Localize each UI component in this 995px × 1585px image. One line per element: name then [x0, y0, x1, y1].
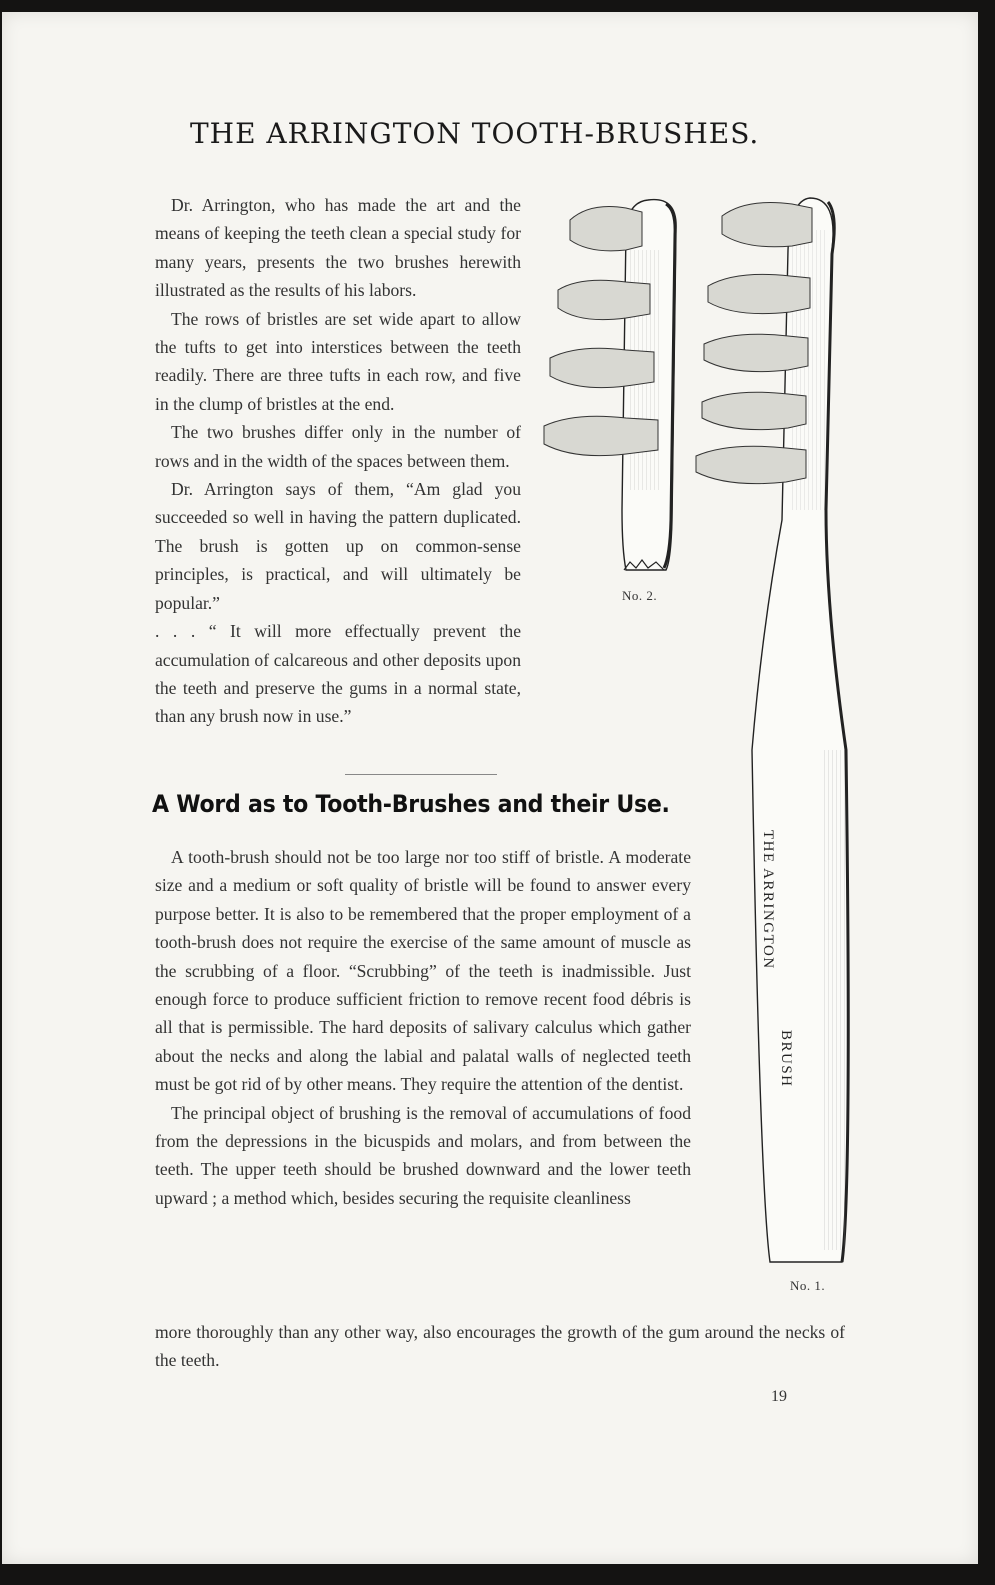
handle-text-arrington: THE ARRINGTON — [760, 830, 776, 970]
page-title: THE ARRINGTON TOOTH-BRUSHES. — [190, 117, 760, 150]
section-divider — [345, 774, 497, 775]
brush-no-2-caption: No. 2. — [622, 588, 658, 603]
intro-paragraph: The rows of bristles are set wide apart to allow the tufts to get into interstices between the teeth readily. There are three tufts in each row, and five in the clump of bristles at the end. — [155, 308, 521, 414]
section-heading: A Word as to Tooth-Brushes and their Use. — [152, 790, 670, 818]
page-number: 19 — [771, 1388, 787, 1405]
toothbrush-no-2-illustration — [530, 190, 690, 590]
toothbrush-no-1-illustration — [692, 190, 852, 1280]
section-paragraph: A tooth-brush should not be too large nor too stiff of bristle. A moderate size and a medium or soft quality of bristle will be found to answer every purpose better. It is also to be remembered that the proper employment of a tooth-brush does not require the exercise of the same amount of muscle as the scrubbing of a floor. “Scrubbing” of the teeth is inadmissible. Just enough force to produce sufficient friction to remove recent food débris is all that is permissible. The hard deposits of salivary calculus which gather about the necks and along the labial and palatal walls of neglected teeth must be got rid of by other means. They require the attention of the dentist. — [155, 847, 691, 1095]
intro-paragraph-quote: Dr. Arrington says of them, “Am glad you succeeded so well in having the pattern duplicated. The brush is gotten up on common-sense principles, is practical, and will ultimately be popular.” — [155, 479, 521, 613]
section-column-end — [155, 1318, 845, 1375]
section-paragraph-end: more thoroughly than any other way, also encourages the growth of the gum around the necks of the teeth. — [155, 1322, 845, 1371]
section-paragraph: The principal object of brushing is the removal of accumulations of food from the depressions in the bicuspids and molars, and from between the teeth. The upper teeth should be brushed downward and the lower teeth upward ; a method which, besides securing the requisite cleanliness — [155, 1102, 691, 1208]
section-column — [155, 843, 691, 1212]
intro-column — [155, 191, 521, 731]
intro-paragraph: Dr. Arrington, who has made the art and the means of keeping the teeth clean a special study for many years, presents the two brushes herewith illustrated as the results of his labors. — [155, 195, 521, 301]
brush-no-1-caption: No. 1. — [790, 1278, 826, 1293]
handle-text-brush: BRUSH — [778, 1030, 794, 1088]
intro-paragraph-quote-continued: . . . “ It will more effectually prevent the accumulation of calcareous and other deposits upon the teeth and preserve the gums in a normal state, than any brush now in use.” — [155, 621, 521, 727]
intro-paragraph: The two brushes differ only in the number of rows and in the width of the spaces between them. — [155, 422, 521, 471]
